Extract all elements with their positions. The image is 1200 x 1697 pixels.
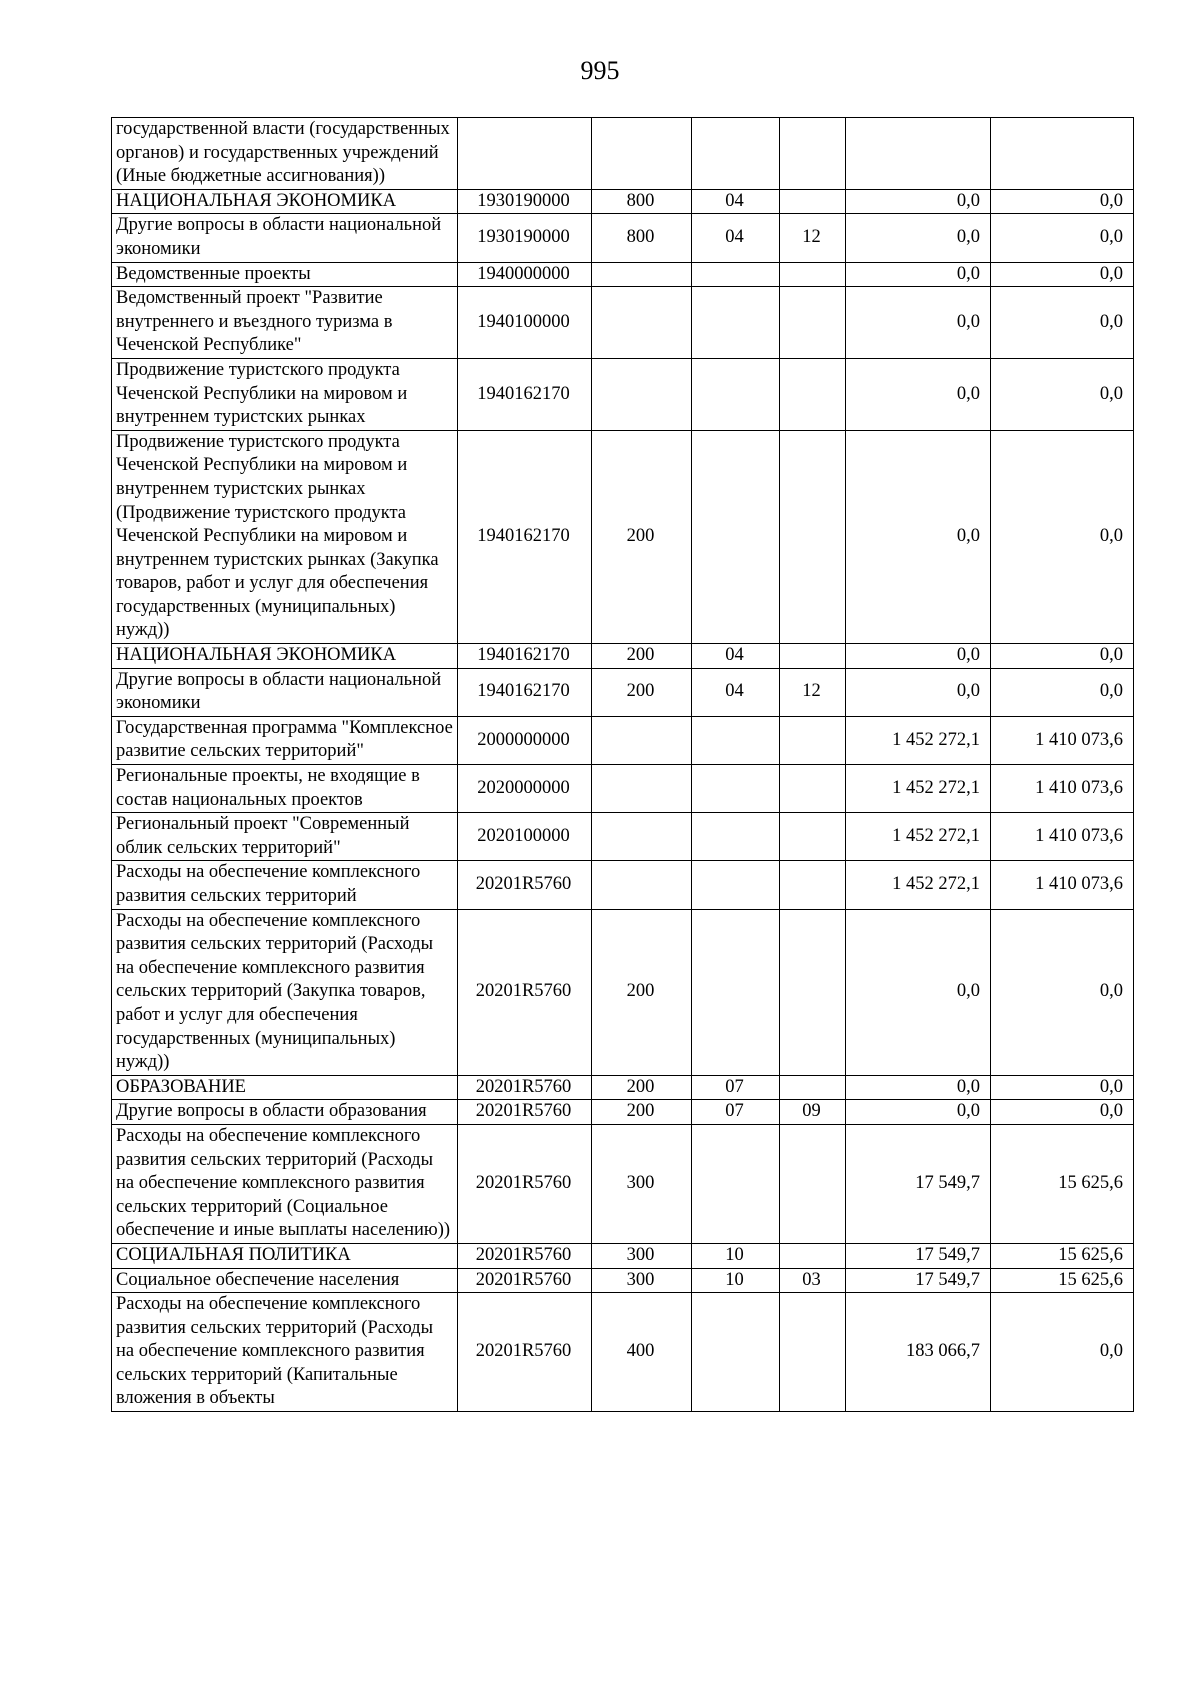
- budget-table: [111, 117, 1134, 1412]
- row-name-cell: Социальное обеспечение населения: [112, 1268, 458, 1293]
- row-sum1-cell: 183 066,7: [846, 1293, 991, 1412]
- row-sum2-cell: 0,0: [991, 430, 1134, 643]
- row-sum2-cell: 0,0: [991, 909, 1134, 1075]
- row-pr-cell: [780, 189, 846, 214]
- row-csr-cell: 1940000000: [458, 262, 592, 287]
- row-pr-cell: [780, 644, 846, 669]
- row-vr-cell: 200: [592, 1100, 692, 1125]
- table-row: [112, 668, 1134, 716]
- table-row: [112, 1243, 1134, 1268]
- row-csr-cell: 2000000000: [458, 716, 592, 764]
- row-pr-cell: [780, 262, 846, 287]
- row-vr-cell: 200: [592, 1075, 692, 1100]
- row-csr-cell: 20201R5760: [458, 1268, 592, 1293]
- row-name-cell: Другие вопросы в области образования: [112, 1100, 458, 1125]
- row-rz-cell: [692, 861, 780, 909]
- row-name-cell: Другие вопросы в области национальной экономики: [112, 668, 458, 716]
- row-csr-cell: 1940162170: [458, 644, 592, 669]
- row-sum2-cell: 1 410 073,6: [991, 813, 1134, 861]
- row-sum2-cell: 0,0: [991, 262, 1134, 287]
- row-rz-cell: 10: [692, 1243, 780, 1268]
- row-csr-cell: 20201R5760: [458, 1075, 592, 1100]
- row-csr-cell: 2020100000: [458, 813, 592, 861]
- row-sum2-cell: 1 410 073,6: [991, 716, 1134, 764]
- row-csr-cell: 20201R5760: [458, 1293, 592, 1412]
- row-vr-cell: [592, 118, 692, 190]
- row-rz-cell: 04: [692, 214, 780, 262]
- table-body: [112, 118, 1134, 1412]
- row-csr-cell: 20201R5760: [458, 1124, 592, 1243]
- row-csr-cell: 2020000000: [458, 765, 592, 813]
- row-pr-cell: [780, 287, 846, 359]
- row-sum1-cell: 0,0: [846, 262, 991, 287]
- row-vr-cell: [592, 716, 692, 764]
- row-vr-cell: [592, 813, 692, 861]
- table-row: [112, 430, 1134, 643]
- row-name-cell: Государственная программа "Комплексное развитие сельских территорий": [112, 716, 458, 764]
- table-row: [112, 262, 1134, 287]
- table-row: [112, 358, 1134, 430]
- row-vr-cell: 300: [592, 1124, 692, 1243]
- row-sum1-cell: 0,0: [846, 214, 991, 262]
- row-vr-cell: 200: [592, 644, 692, 669]
- row-rz-cell: [692, 716, 780, 764]
- row-sum2-cell: 0,0: [991, 668, 1134, 716]
- row-pr-cell: [780, 909, 846, 1075]
- row-csr-cell: 1940162170: [458, 668, 592, 716]
- row-vr-cell: 300: [592, 1268, 692, 1293]
- row-vr-cell: 200: [592, 430, 692, 643]
- table-row: [112, 1124, 1134, 1243]
- row-csr-cell: 1930190000: [458, 214, 592, 262]
- row-rz-cell: 04: [692, 189, 780, 214]
- row-sum1-cell: 0,0: [846, 909, 991, 1075]
- row-vr-cell: [592, 765, 692, 813]
- row-name-cell: Региональный проект "Современный облик сельских территорий": [112, 813, 458, 861]
- row-sum1-cell: 0,0: [846, 1100, 991, 1125]
- row-pr-cell: [780, 1124, 846, 1243]
- row-pr-cell: [780, 1293, 846, 1412]
- row-rz-cell: 04: [692, 668, 780, 716]
- row-sum2-cell: 15 625,6: [991, 1124, 1134, 1243]
- row-sum1-cell: 1 452 272,1: [846, 861, 991, 909]
- row-pr-cell: 03: [780, 1268, 846, 1293]
- row-pr-cell: [780, 716, 846, 764]
- row-csr-cell: 20201R5760: [458, 1243, 592, 1268]
- row-csr-cell: 1940162170: [458, 358, 592, 430]
- row-rz-cell: 07: [692, 1075, 780, 1100]
- row-name-cell: СОЦИАЛЬНАЯ ПОЛИТИКА: [112, 1243, 458, 1268]
- row-sum1-cell: [846, 118, 991, 190]
- table-row: [112, 716, 1134, 764]
- row-name-cell: Ведомственный проект "Развитие внутреннего и въездного туризма в Чеченской Республике": [112, 287, 458, 359]
- row-rz-cell: [692, 430, 780, 643]
- row-rz-cell: 07: [692, 1100, 780, 1125]
- row-vr-cell: 800: [592, 214, 692, 262]
- row-pr-cell: [780, 861, 846, 909]
- row-name-cell: Другие вопросы в области национальной экономики: [112, 214, 458, 262]
- table-row: [112, 1293, 1134, 1412]
- row-pr-cell: [780, 358, 846, 430]
- row-sum2-cell: 0,0: [991, 1075, 1134, 1100]
- row-csr-cell: 20201R5760: [458, 909, 592, 1075]
- row-sum2-cell: 15 625,6: [991, 1243, 1134, 1268]
- row-name-cell: Продвижение туристского продукта Чеченской Республики на мировом и внутреннем туристских рынках (Продвижение туристского продукта Чеченской Республики на мировом и внутреннем туристских рынках (Закупка товаров, работ и услуг для обеспечения государственных (муниципальных) нужд)): [112, 430, 458, 643]
- row-name-cell: Расходы на обеспечение комплексного развития сельских территорий: [112, 861, 458, 909]
- row-sum1-cell: 0,0: [846, 1075, 991, 1100]
- row-csr-cell: 1940100000: [458, 287, 592, 359]
- row-rz-cell: [692, 358, 780, 430]
- row-csr-cell: 20201R5760: [458, 861, 592, 909]
- table-row: [112, 765, 1134, 813]
- row-vr-cell: 400: [592, 1293, 692, 1412]
- row-name-cell: Региональные проекты, не входящие в состав национальных проектов: [112, 765, 458, 813]
- table-row: [112, 287, 1134, 359]
- row-sum2-cell: 0,0: [991, 189, 1134, 214]
- table-row: [112, 644, 1134, 669]
- row-vr-cell: [592, 861, 692, 909]
- row-vr-cell: [592, 358, 692, 430]
- page-number: 995: [580, 56, 620, 85]
- row-vr-cell: 800: [592, 189, 692, 214]
- row-vr-cell: 300: [592, 1243, 692, 1268]
- row-sum2-cell: [991, 118, 1134, 190]
- row-name-cell: государственной власти (государственных органов) и государственных учреждений (Иные бюджетные ассигнования)): [112, 118, 458, 190]
- row-csr-cell: 20201R5760: [458, 1100, 592, 1125]
- row-pr-cell: [780, 1243, 846, 1268]
- row-name-cell: Продвижение туристского продукта Чеченской Республики на мировом и внутреннем туристских рынках: [112, 358, 458, 430]
- table-row: [112, 1100, 1134, 1125]
- row-pr-cell: 12: [780, 668, 846, 716]
- row-rz-cell: 10: [692, 1268, 780, 1293]
- row-rz-cell: [692, 765, 780, 813]
- row-vr-cell: 200: [592, 668, 692, 716]
- row-sum1-cell: 1 452 272,1: [846, 813, 991, 861]
- row-sum1-cell: 1 452 272,1: [846, 716, 991, 764]
- row-sum1-cell: 0,0: [846, 430, 991, 643]
- row-sum1-cell: 0,0: [846, 189, 991, 214]
- row-csr-cell: 1930190000: [458, 189, 592, 214]
- row-sum2-cell: 0,0: [991, 214, 1134, 262]
- row-sum1-cell: 17 549,7: [846, 1268, 991, 1293]
- row-pr-cell: 12: [780, 214, 846, 262]
- row-vr-cell: 200: [592, 909, 692, 1075]
- row-name-cell: НАЦИОНАЛЬНАЯ ЭКОНОМИКА: [112, 644, 458, 669]
- row-sum2-cell: 0,0: [991, 1293, 1134, 1412]
- row-sum2-cell: 1 410 073,6: [991, 765, 1134, 813]
- row-sum1-cell: 17 549,7: [846, 1243, 991, 1268]
- row-name-cell: Ведомственные проекты: [112, 262, 458, 287]
- row-name-cell: Расходы на обеспечение комплексного развития сельских территорий (Расходы на обеспечение комплексного развития сельских территорий (Капитальные вложения в объекты: [112, 1293, 458, 1412]
- row-vr-cell: [592, 287, 692, 359]
- row-pr-cell: [780, 765, 846, 813]
- row-vr-cell: [592, 262, 692, 287]
- row-sum1-cell: 0,0: [846, 644, 991, 669]
- table-row: [112, 1268, 1134, 1293]
- row-pr-cell: [780, 118, 846, 190]
- row-name-cell: НАЦИОНАЛЬНАЯ ЭКОНОМИКА: [112, 189, 458, 214]
- table-row: [112, 861, 1134, 909]
- table-row: [112, 214, 1134, 262]
- row-rz-cell: [692, 287, 780, 359]
- row-rz-cell: [692, 1124, 780, 1243]
- table-row: [112, 1075, 1134, 1100]
- table-row: [112, 189, 1134, 214]
- row-sum2-cell: 1 410 073,6: [991, 861, 1134, 909]
- row-sum1-cell: 1 452 272,1: [846, 765, 991, 813]
- table-row: [112, 909, 1134, 1075]
- row-sum2-cell: 15 625,6: [991, 1268, 1134, 1293]
- row-sum2-cell: 0,0: [991, 1100, 1134, 1125]
- row-csr-cell: 1940162170: [458, 430, 592, 643]
- row-pr-cell: [780, 430, 846, 643]
- row-sum1-cell: 0,0: [846, 668, 991, 716]
- row-sum1-cell: 0,0: [846, 358, 991, 430]
- row-csr-cell: [458, 118, 592, 190]
- row-rz-cell: [692, 118, 780, 190]
- row-pr-cell: [780, 1075, 846, 1100]
- row-rz-cell: [692, 813, 780, 861]
- row-name-cell: Расходы на обеспечение комплексного развития сельских территорий (Расходы на обеспечение комплексного развития сельских территорий (Закупка товаров, работ и услуг для обеспечения государственных (муниципальных) нужд)): [112, 909, 458, 1075]
- table-row: [112, 813, 1134, 861]
- table-row: [112, 118, 1134, 190]
- row-rz-cell: [692, 909, 780, 1075]
- row-sum1-cell: 0,0: [846, 287, 991, 359]
- row-name-cell: ОБРАЗОВАНИЕ: [112, 1075, 458, 1100]
- row-rz-cell: [692, 262, 780, 287]
- row-pr-cell: 09: [780, 1100, 846, 1125]
- row-sum1-cell: 17 549,7: [846, 1124, 991, 1243]
- row-sum2-cell: 0,0: [991, 287, 1134, 359]
- row-sum2-cell: 0,0: [991, 358, 1134, 430]
- row-pr-cell: [780, 813, 846, 861]
- row-rz-cell: [692, 1293, 780, 1412]
- row-name-cell: Расходы на обеспечение комплексного развития сельских территорий (Расходы на обеспечение комплексного развития сельских территорий (Социальное обеспечение и иные выплаты населению)): [112, 1124, 458, 1243]
- row-sum2-cell: 0,0: [991, 644, 1134, 669]
- row-rz-cell: 04: [692, 644, 780, 669]
